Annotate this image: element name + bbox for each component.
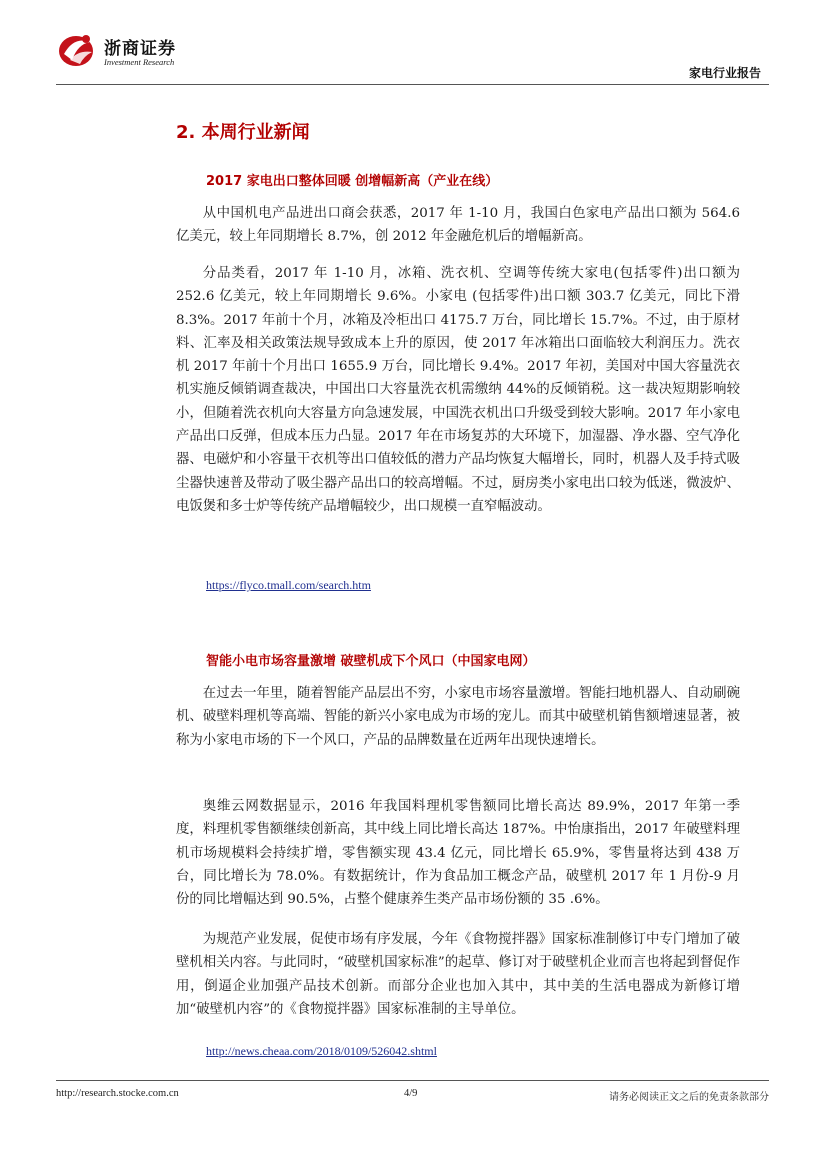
page-number: 4/9 [404, 1088, 418, 1099]
article-1-source-link[interactable]: https://flyco.tmall.com/search.htm [206, 578, 371, 592]
company-name-en: Investment Research [104, 57, 175, 67]
page-header [0, 0, 827, 90]
footer-divider [56, 1080, 769, 1081]
article-2-paragraph-1: 在过去一年里，随着智能产品层出不穷，小家电市场容量激增。智能扫地机器人、自动刷碗机、破壁料理机等高端、智能的新兴小家电成为市场的宠儿。而其中破壁机销售额增速显著，被称为小家电市场的下一个风口，产品的品牌数量在近两年出现快速增长。 [176, 686, 740, 748]
article-2-paragraph-2: 奥维云网数据显示，2016 年我国料理机零售额同比增长高达 89.9%，2017 年第一季度，料理机零售额继续创新高，其中线上同比增长高达 187%。中怡康指出，2017 年破壁料理机市场规模料会持续扩增，零售额实现 43.4 亿元，同比增长 65.9%，零售量将达到 438 万台，同比增长为 78.0%。有数据统计，作为食品加工概念产品，破壁机 2017 年 1 月份-9 月份的同比增幅达到 90.5%，占整个健康养生类产品市场份额的 35 .6%。 [176, 799, 740, 908]
section-title: 2. 本周行业新闻 [176, 122, 310, 143]
footer-disclaimer: 请务必阅读正文之后的免责条款部分 [609, 1092, 769, 1103]
article-1-paragraph-2: 分品类看，2017 年 1-10 月，冰箱、洗衣机、空调等传统大家电(包括零件)出口额为 252.6 亿美元，较上年同期增长 9.6%。小家电 (包括零件)出口额 303.7 亿美元，同比下滑 8.3%。2017 年前十个月，冰箱及冷柜出口 4175.7 万台，同比增长 15.7%。不过，由于原材料、汇率及相关政策法规导致成本上升的原因，使 2017 年冰箱出口面临较大利润压力。洗衣机 2017 年前十个月出口 1655.9 万台，同比增长 9.4%。2017 年初，美国对中国大容量洗衣机实施反倾销调查裁决，中国出口大容量洗衣机需缴纳 44%的反倾销税。这一裁决短期影响较小，但随着洗衣机向大容量方向急速发展，中国洗衣机出口升级受到较大影响。2017 年小家电产品出口反弹，但成本压力凸显。2017 年在市场复苏的大环境下，加湿器、净水器、空气净化器、电磁炉和小容量干衣机等出口值较低的潜力产品均恢复大幅增长，同时，机器人及手持式吸尘器快速普及带动了吸尘器产品出口的较高增幅。不过，厨房类小家电出口较为低迷，微波炉、电饭煲和多士炉等传统产品增幅较少，出口规模一直窄幅波动。 [176, 266, 740, 514]
article-1-paragraph-1: 从中国机电产品进出口商会获悉，2017 年 1-10 月，我国白色家电产品出口额为 564.6 亿美元，较上年同期增长 8.7%，创 2012 年金融危机后的增幅新高。 [176, 206, 740, 245]
article-2-paragraph-3: 为规范产业发展，促使市场有序发展，今年《食物搅拌器》国家标准制修订中专门增加了破壁机相关内容。与此同时，“破壁机国家标准”的起草、修订对于破壁机企业而言也将起到督促作用，倒逼企业加强产品技术创新。而部分企业也加入其中，其中美的生活电器成为新修订增加“破壁机内容”的《食物搅拌器》国家标准制的主导单位。 [176, 932, 740, 1017]
footer-website-link[interactable]: http://research.stocke.com.cn [56, 1088, 179, 1099]
news-title-export-recovery: 2017 家电出口整体回暖 创增幅新高（产业在线） [206, 174, 499, 189]
report-type-label: 家电行业报告 [688, 66, 761, 80]
article-2-source-link[interactable]: http://news.cheaa.com/2018/0109/526042.shtml [206, 1044, 437, 1058]
news-title-blender-market: 智能小电市场容量激增 破壁机成下个风口（中国家电网） [206, 654, 536, 669]
header-divider [56, 84, 769, 85]
company-logo-icon [56, 30, 100, 70]
company-name-cn: 浙商证券 [104, 39, 176, 59]
